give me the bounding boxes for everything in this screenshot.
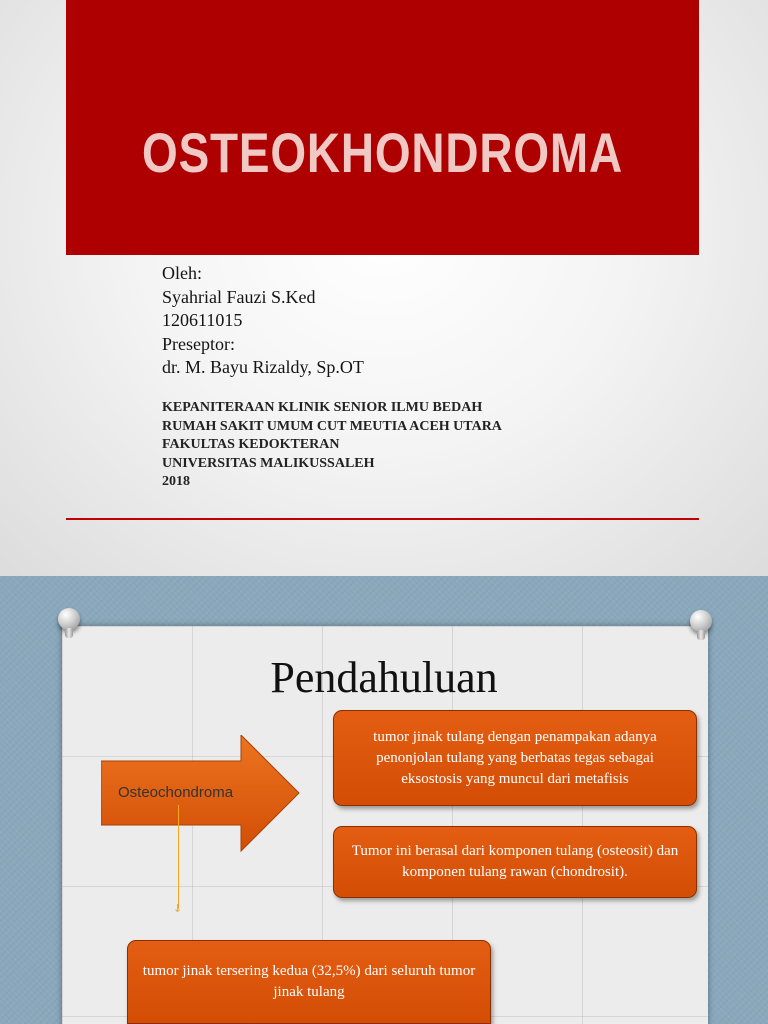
frequency-box — [127, 940, 491, 1024]
section-title: Pendahuluan — [270, 653, 498, 702]
byline-label: Oleh: — [162, 263, 202, 283]
divider-line — [66, 518, 699, 520]
author-block — [162, 262, 364, 380]
title-banner — [66, 0, 699, 255]
institution-line: RUMAH SAKIT UMUM CUT MEUTIA ACEH UTARA — [162, 418, 502, 434]
pushpin-icon — [690, 610, 712, 632]
author-id: 120611015 — [162, 310, 243, 330]
definition-text: tumor jinak tulang dengan penampakan adanya penonjolan tulang yang berbatas tegas sebagai eksostosis yang muncul dari metafisis — [373, 728, 657, 787]
preceptor-name: dr. M. Bayu Rizaldy, Sp.OT — [162, 357, 364, 377]
author-name: Syahrial Fauzi S.Ked — [162, 286, 316, 307]
slide-title: OSTEOKHONDROMA — [142, 121, 623, 184]
pushpin-icon — [58, 608, 80, 630]
frequency-text: tumor jinak tersering kedua (32,5%) dari seluruh tumor jinak tulang — [142, 963, 476, 1000]
institution-line: UNIVERSITAS MALIKUSSALEH — [162, 455, 375, 471]
connector-line — [178, 805, 179, 909]
arrow-label: Osteochondroma — [118, 784, 234, 801]
institution-line: FAKULTAS KEDOKTERAN — [162, 437, 340, 452]
preceptor-label: Preseptor: — [162, 333, 235, 354]
institution-block — [162, 399, 502, 492]
arrow-down-icon: ↓ — [173, 902, 183, 915]
institution-line: KEPANITERAAN KLINIK SENIOR ILMU BEDAH — [162, 400, 483, 415]
institution-year: 2018 — [162, 474, 190, 489]
origin-text: Tumor ini berasal dari komponen tulang (osteosit) dan komponen tulang rawan (chondrosit). — [351, 843, 679, 880]
origin-box — [333, 826, 697, 898]
definition-box — [333, 710, 697, 806]
